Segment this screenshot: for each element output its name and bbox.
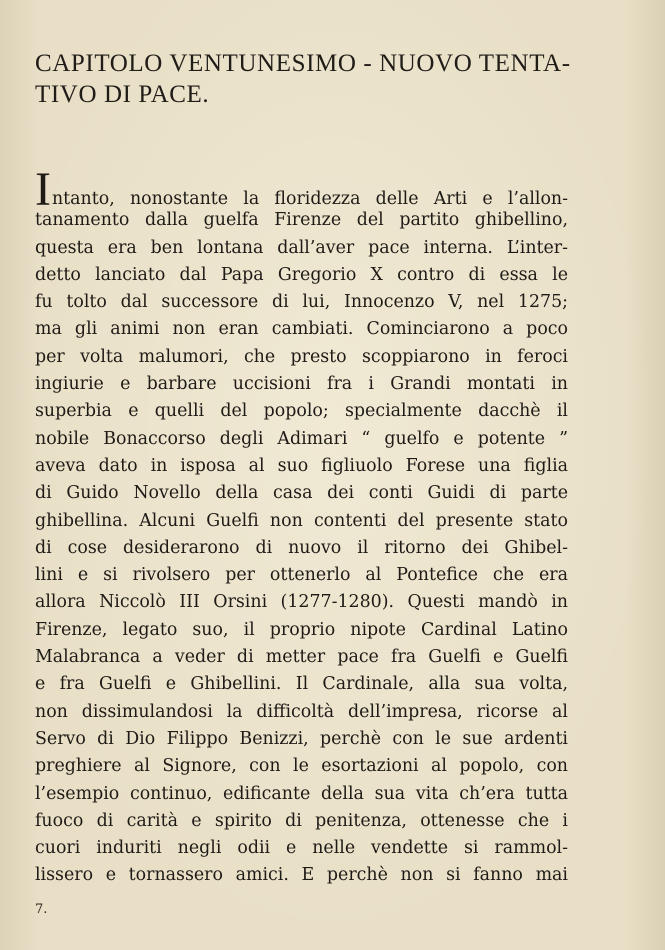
body-line: allora Niccolò III Orsini (1277-1280). Questi mandò in bbox=[35, 592, 568, 613]
body-line: Servo di Dio Filippo Benizzi, perchè con le sue ardenti bbox=[35, 728, 568, 749]
chapter-body bbox=[35, 163, 568, 890]
body-line: ingiurie e barbare uccisioni fra i Grandi montati in bbox=[35, 374, 568, 395]
body-line: ghibellina. Alcuni Guelfi non contenti del presente stato bbox=[35, 510, 568, 531]
body-line: lissero e tornassero amici. E perchè non si fanno mai bbox=[35, 865, 568, 886]
body-line: l’esempio continuo, edificante della sua vita ch’era tutta bbox=[35, 783, 568, 804]
body-line: questa era ben lontana dall’aver pace interna. L’inter- bbox=[35, 237, 568, 258]
body-line: fuoco di carità e spirito di penitenza, ottenesse che i bbox=[35, 810, 568, 831]
body-line: detto lanciato dal Papa Gregorio X contro di essa le bbox=[35, 264, 568, 285]
body-line: aveva dato in isposa al suo figliuolo Forese una figlia bbox=[35, 455, 568, 476]
body-line: preghiere al Signore, con le esortazioni al popolo, con bbox=[35, 756, 568, 777]
body-line: per volta malumori, che presto scoppiarono in feroci bbox=[35, 346, 568, 367]
drop-cap-initial: I bbox=[35, 163, 51, 216]
body-line: fu tolto dal successore di lui, Innocenzo V, nel 1275; bbox=[35, 292, 568, 313]
body-line-first bbox=[35, 163, 568, 216]
body-line: tanamento dalla guelfa Firenze del partito ghibellino, bbox=[35, 210, 568, 231]
body-line: nobile Bonaccorso degli Adimari “ guelfo e potente ” bbox=[35, 428, 568, 449]
page-number: 7. bbox=[35, 902, 48, 917]
body-line: e fra Guelfi e Ghibellini. Il Cardinale, alla sua volta, bbox=[35, 674, 568, 695]
body-line: non dissimulandosi la difficoltà dell’impresa, ricorse al bbox=[35, 701, 568, 722]
body-line: Firenze, legato suo, il proprio nipote Cardinal Latino bbox=[35, 619, 568, 640]
body-line: superbia e quelli del popolo; specialmente dacchè il bbox=[35, 401, 568, 422]
body-line: di cose desiderarono di nuovo il ritorno dei Ghibel- bbox=[35, 537, 568, 558]
chapter-title-line-2: TIVO DI PACE. bbox=[35, 81, 210, 108]
body-line-first-text: ntanto, nonostante la floridezza delle Arti e l’allon- bbox=[51, 189, 568, 209]
body-lines bbox=[35, 207, 568, 889]
chapter-title bbox=[35, 48, 595, 110]
body-line: cuori induriti negli odii e nelle vendette si rammol- bbox=[35, 838, 568, 859]
body-line: Malabranca a veder di metter pace fra Guelfi e Guelfi bbox=[35, 647, 568, 668]
body-line: di Guido Novello della casa dei conti Guidi di parte bbox=[35, 483, 568, 504]
body-line: ma gli animi non eran cambiati. Cominciarono a poco bbox=[35, 319, 568, 340]
body-line: lini e si rivolsero per ottenerlo al Pontefice che era bbox=[35, 565, 568, 586]
chapter-title-line-1: CAPITOLO VENTUNESIMO - NUOVO TENTA- bbox=[35, 50, 571, 77]
